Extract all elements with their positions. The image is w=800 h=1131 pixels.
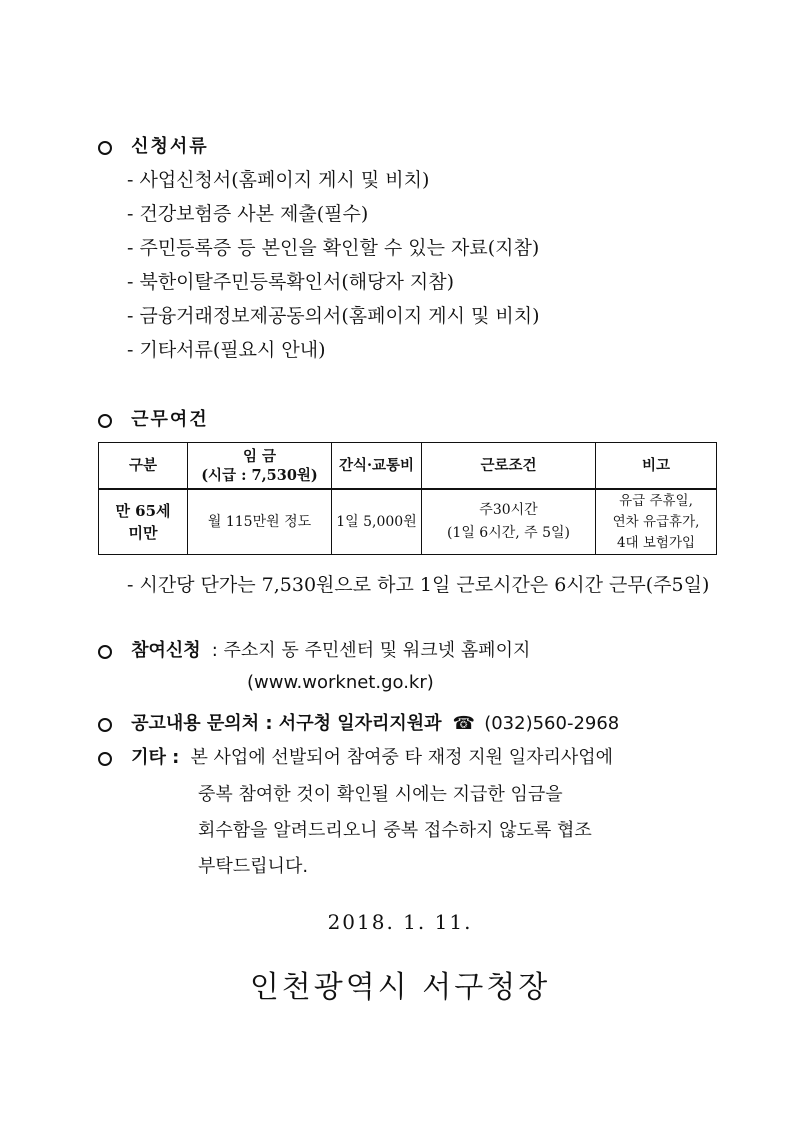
- document-item: - 북한이탈주민등록확인서(해당자 지참): [127, 271, 454, 293]
- circle-bullet-icon: [98, 414, 112, 428]
- header-conditions: 근로조건: [422, 443, 596, 490]
- other-text-line: 중복 참여한 것이 확인될 시에는 지급한 임금을: [198, 784, 563, 805]
- document-item: - 주민등록증 등 본인을 확인할 수 있는 자료(지참): [127, 237, 540, 259]
- cell-remarks-line: 유급 주휴일,: [619, 492, 693, 509]
- header-snack-transport: 간식·교통비: [332, 443, 422, 490]
- work-conditions-header: [98, 405, 209, 431]
- work-conditions-note: - 시간당 단가는 7,530원으로 하고 1일 근로시간은 6시간 근무(주5일): [127, 574, 710, 596]
- header-wage-rate: (시급 : 7,530원): [201, 466, 318, 484]
- work-conditions-table: [98, 442, 717, 555]
- cell-snack-transport: 1일 5,000원: [332, 489, 422, 555]
- cell-conditions: [422, 489, 596, 555]
- other-text-line: 회수함을 알려드리오니 중복 접수하지 않도록 협조: [198, 820, 592, 841]
- cell-category-line: 미만: [128, 524, 158, 542]
- application-text: : 주소지 동 주민센터 및 워크넷 홈페이지: [211, 640, 531, 661]
- cell-wage: 월 115만원 정도: [188, 489, 332, 555]
- cell-remarks: [596, 489, 717, 555]
- cell-remarks-line: 4대 보험가입: [616, 534, 696, 551]
- contact-label: 공고내용 문의처 : 서구청 일자리지원과: [131, 713, 442, 734]
- documents-section-title: 신청서류: [131, 136, 209, 157]
- contact-line: [98, 709, 619, 735]
- cell-category-line: 만 65세: [115, 502, 171, 520]
- document-date: 2018. 1. 11.: [327, 910, 473, 934]
- document-item: - 사업신청서(홈페이지 게시 및 비치): [127, 169, 430, 191]
- document-item: - 금융거래정보제공동의서(홈페이지 게시 및 비치): [127, 305, 540, 327]
- cell-conditions-line: (1일 6시간, 주 5일): [446, 525, 571, 541]
- other-text-line: 본 사업에 선발되어 참여중 타 재정 지원 일자리사업에: [190, 747, 614, 768]
- circle-bullet-icon: [98, 141, 112, 155]
- header-wage-label: 임 금: [242, 447, 277, 465]
- cell-category: [99, 489, 188, 555]
- contact-phone: (032)560-2968: [484, 713, 620, 734]
- table-header-row: [99, 443, 717, 490]
- header-category: 구분: [99, 443, 188, 490]
- worknet-url: (www.worknet.go.kr): [247, 672, 434, 693]
- phone-icon: ☎: [452, 713, 476, 734]
- other-label: 기타 :: [131, 747, 180, 768]
- circle-bullet-icon: [98, 718, 112, 732]
- document-item: - 건강보험증 사본 제출(필수): [127, 203, 369, 225]
- documents-section-header: [98, 132, 209, 158]
- other-line: [98, 743, 613, 769]
- cell-conditions-line: 주30시간: [479, 502, 538, 518]
- application-line: [98, 636, 530, 662]
- document-item: - 기타서류(필요시 안내): [127, 339, 326, 361]
- other-text-line: 부탁드립니다.: [198, 856, 309, 877]
- cell-remarks-line: 연차 유급휴가,: [612, 513, 700, 530]
- header-remarks: 비고: [596, 443, 717, 490]
- circle-bullet-icon: [98, 752, 112, 766]
- header-wage: [188, 443, 332, 490]
- circle-bullet-icon: [98, 645, 112, 659]
- issuer-signature: 인천광역시 서구청장: [249, 970, 551, 1005]
- work-conditions-title: 근무여건: [131, 409, 209, 430]
- table-row: [99, 489, 717, 555]
- application-label: 참여신청: [131, 640, 201, 661]
